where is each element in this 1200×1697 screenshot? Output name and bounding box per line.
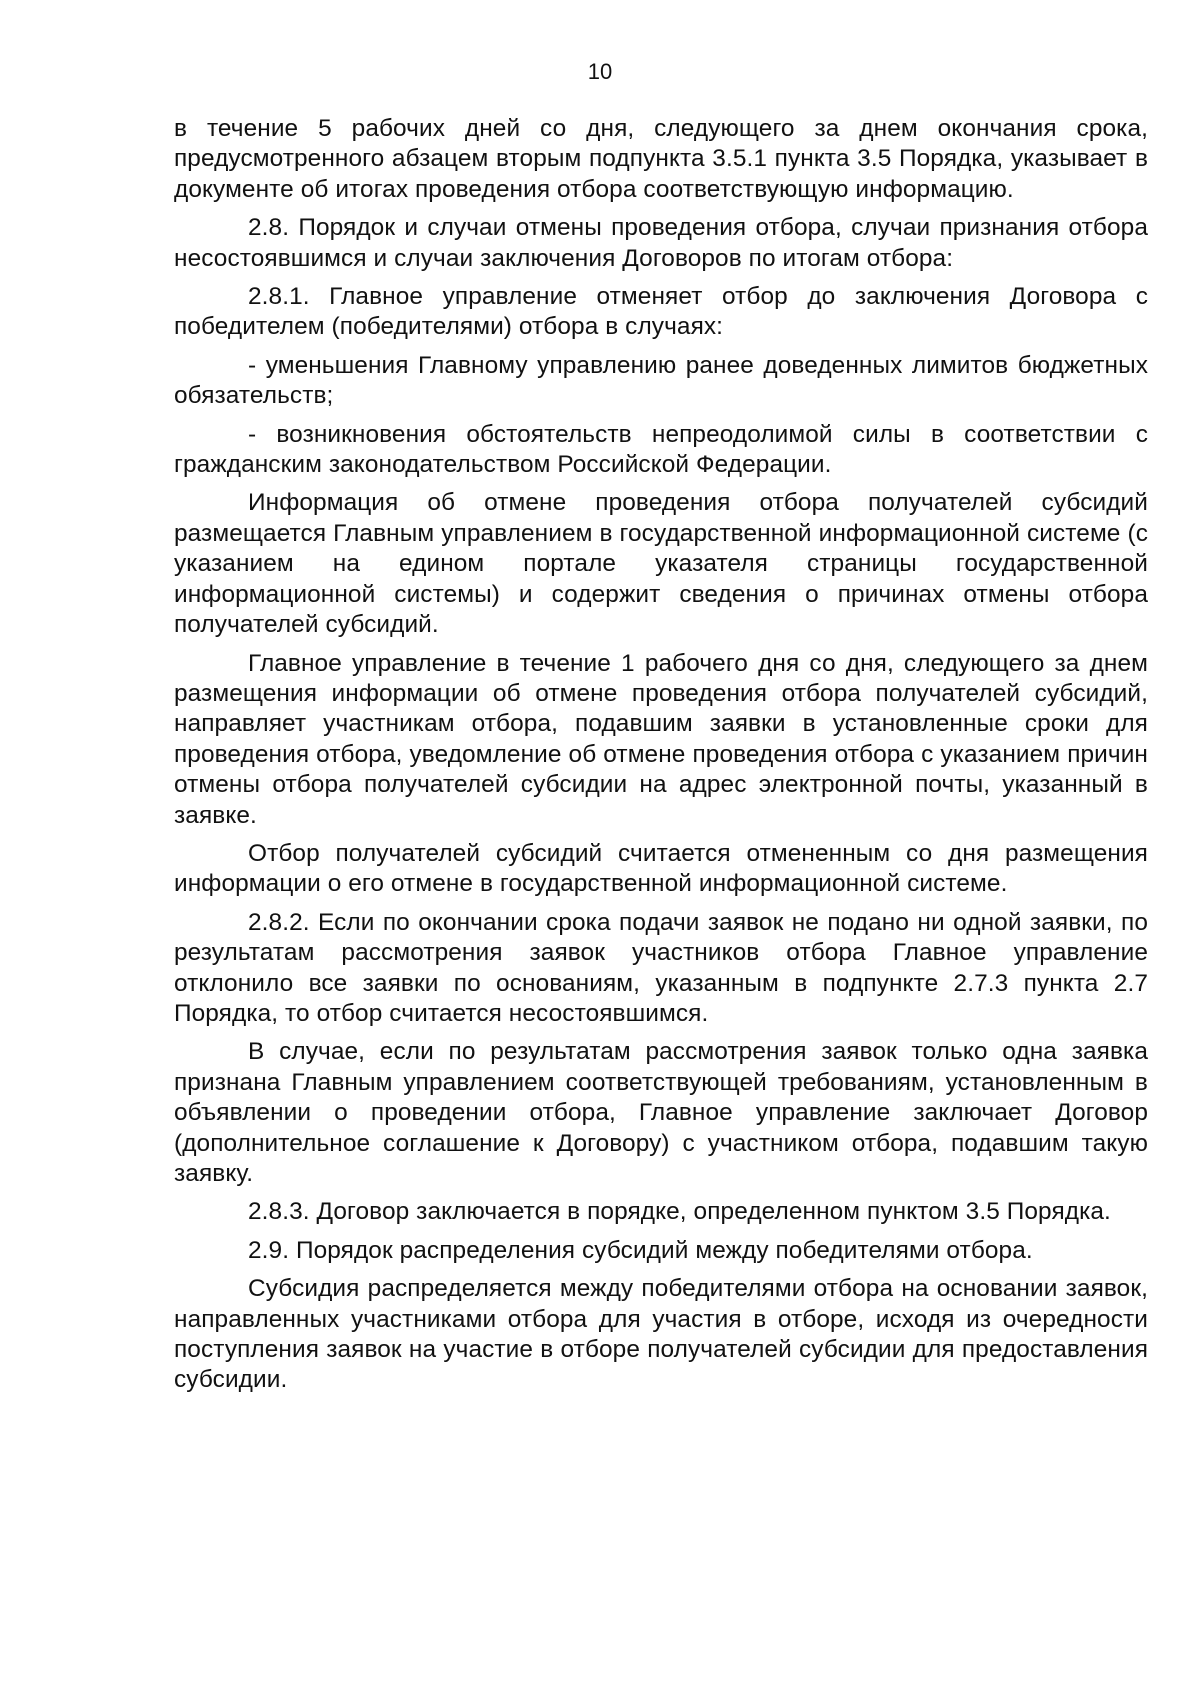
paragraph-distribution: Субсидия распределяется между победителями отбора на основании заявок, направленных участниками отбора для участия в отборе, исходя из очередности поступления заявок на участие в отборе получателей субсидии для предоставления субсидии. [174,1275,1148,1394]
list-item-force-majeure: - возникновения обстоятельств непреодолимой силы в соответствии с гражданским законодательством Российской Федерации. [174,420,1148,479]
paragraph-section-2-8-2: 2.8.2. Если по окончании срока подачи заявок не подано ни одной заявки, по результатам рассмотрения заявок участников отбора Главное управление отклонило все заявки по основаниям, указанным в подпункте 2.7.3 пункта 2.7 Порядка, то отбор считается несостоявшимся. [174,908,1148,1027]
paragraph-cancel-info-placement: Информация об отмене проведения отбора получателей субсидий размещается Главным управлением в государственной информационной системе (с указанием на едином портале указателя страницы государственной информационной системы) и содержит сведения о причинах отмены отбора получателей субсидий. [174,489,1148,639]
paragraph-intro-continuation: в течение 5 рабочих дней со дня, следующего за днем окончания срока, предусмотренного абзацем вторым подпункта 3.5.1 пункта 3.5 Порядка, указывает в документе об итогах проведения отбора соответствующую информацию. [174,115,1148,203]
paragraph-section-2-9: 2.9. Порядок распределения субсидий между победителями отбора. [248,1236,1033,1264]
page-number: 10 [587,59,613,84]
paragraph-cancel-notification: Главное управление в течение 1 рабочего дня со дня, следующего за днем размещения информации об отмене проведения отбора получателей субсидий, направляет участникам отбора, подавшим заявки в установленные сроки для проведения отбора, уведомление об отмене проведения отбора с указанием причин отмены отбора получателей субсидии на адрес электронной почты, указанный в заявке. [174,649,1148,829]
list-item-limits: - уменьшения Главному управлению ранее доведенных лимитов бюджетных обязательств; [174,351,1148,410]
paragraph-single-application: В случае, если по результатам рассмотрения заявок только одна заявка признана Главным управлением соответствующей требованиям, установленным в объявлении о проведении отбора, Главное управление заключает Договор (дополнительное соглашение к Договору) с участником отбора, подавшим такую заявку. [174,1038,1148,1187]
paragraph-section-2-8-3: 2.8.3. Договор заключается в порядке, определенном пунктом 3.5 Порядка. [248,1198,1111,1226]
paragraph-cancel-effective: Отбор получателей субсидий считается отмененным со дня размещения информации о его отмене в государственной информационной системе. [174,839,1148,898]
paragraph-section-2-8-1: 2.8.1. Главное управление отменяет отбор до заключения Договора с победителем (победителями) отбора в случаях: [174,283,1148,341]
paragraph-section-2-8: 2.8. Порядок и случаи отмены проведения отбора, случаи признания отбора несостоявшимся и случаи заключения Договоров по итогам отбора: [174,214,1148,272]
document-body [174,114,1148,1404]
